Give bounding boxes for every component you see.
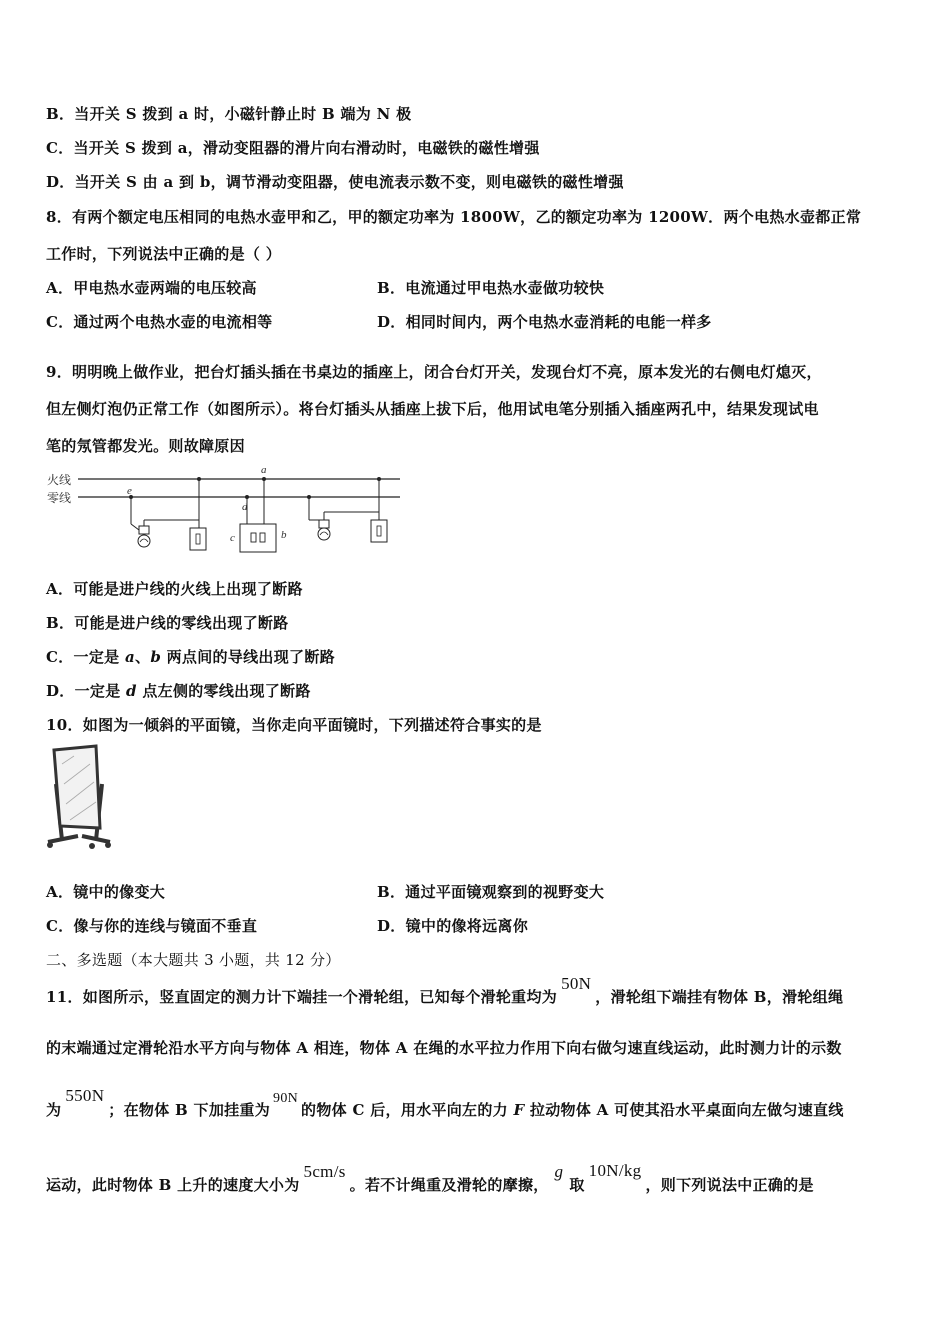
q9-option-c: C．一定是 a、b 两点间的导线出现了断路 [46,648,335,666]
q9-stem-line-3: 笔的氖管都发光。则故障原因 [46,437,245,455]
q8-option-d: D．相同时间内，两个电热水壶消耗的电能一样多 [377,313,712,331]
q7-option-c: C．当开关 S 拨到 a，滑动变阻器的滑片向右滑动时，电磁铁的磁性增强 [46,139,540,157]
q11-line-4: 运动，此时物体 B 上升的速度大小为5cm/s。若不计绳重及滑轮的摩擦，g取10N/kg，则下列说法中正确的是 [46,1161,814,1194]
q7-option-d: D．当开关 S 由 a 到 b，调节滑动变阻器，使电流表示数不变，则电磁铁的磁性增强 [46,173,624,191]
point-c-label: c [230,532,235,544]
q7-option-b: B．当开关 S 拨到 a 时，小磁针静止时 B 端为 N 极 [46,105,412,123]
q10-stem: 10．如图为一倾斜的平面镜，当你走向平面镜时，下列描述符合事实的是 [46,716,542,734]
right-switch-icon [371,520,387,542]
right-lamp-icon [318,528,330,540]
left-lamp-icon [138,535,150,547]
neutral-wire-label: 零线 [47,491,72,505]
live-wire-label: 火线 [47,473,72,487]
object-c-weight: 90N [273,1091,299,1106]
q11-line-1: 11．如图所示，竖直固定的测力计下端挂一个滑轮组，已知每个滑轮重均为50N，滑轮组下端挂有物体 B，滑轮组绳 [46,974,844,1006]
q9-stem-line-2: 但左侧灯泡仍正常工作（如图所示）。将台灯插头从插座上拔下后，他用试电笔分别插入插座两孔中，结果发现试电 [46,400,819,418]
g-value: 10N/kg [588,1161,642,1180]
socket-icon [240,524,276,552]
q10-option-a: A．镜中的像变大 [46,883,166,901]
left-switch-icon [190,528,206,550]
q8-option-a: A．甲电热水壶两端的电压较高 [46,279,257,297]
q11-line-3: 为550N；在物体 B 下加挂重为90N的物体 C 后，用水平向左的力 F 拉动物体 A 可使其沿水平桌面向左做匀速直线 [46,1086,844,1119]
q10-option-b: B．通过平面镜观察到的视野变大 [377,883,605,901]
point-a-label: a [261,464,267,476]
q10-option-c: C．像与你的连线与镜面不垂直 [46,917,258,935]
q9-option-a: A．可能是进户线的火线上出现了断路 [46,580,303,598]
g-symbol: g [554,1162,564,1181]
section-2-title: 二、多选题（本大题共 3 小题，共 12 分） [46,951,341,969]
q9-option-d: D．一定是 d 点左侧的零线出现了断路 [46,682,311,700]
q9-circuit-diagram [44,462,409,557]
pulley-weight-value: 50N [561,974,592,993]
point-d-label: d [242,501,248,513]
q9-option-b: B．可能是进户线的零线出现了断路 [46,614,289,632]
tilted-mirror-figure [44,744,114,854]
q8-option-b: B．电流通过甲电热水壶做功较快 [377,279,605,297]
q11-line-2: 的末端通过定滑轮沿水平方向与物体 A 相连，物体 A 在绳的水平拉力作用下向右做匀速直线运动，此时测力计的示数 [46,1039,842,1057]
q8-option-c: C．通过两个电热水壶的电流相等 [46,313,273,331]
point-e-label: e [127,485,132,497]
q10-option-d: D．镜中的像将远离你 [377,917,529,935]
point-b-label: b [281,529,287,541]
spring-scale-reading: 550N [65,1086,105,1105]
speed-value: 5cm/s [303,1162,346,1181]
q9-stem-line-1: 9．明明晚上做作业，把台灯插头插在书桌边的插座上，闭合台灯开关，发现台灯不亮，原本发光的右侧电灯熄灭， [46,363,822,381]
q8-stem-line-2: 工作时，下列说法中正确的是（ ） [46,245,282,263]
q8-stem-line-1: 8．有两个额定电压相同的电热水壶甲和乙，甲的额定功率为 1800W，乙的额定功率为 1200W．两个电热水壶都正常 [46,208,862,226]
